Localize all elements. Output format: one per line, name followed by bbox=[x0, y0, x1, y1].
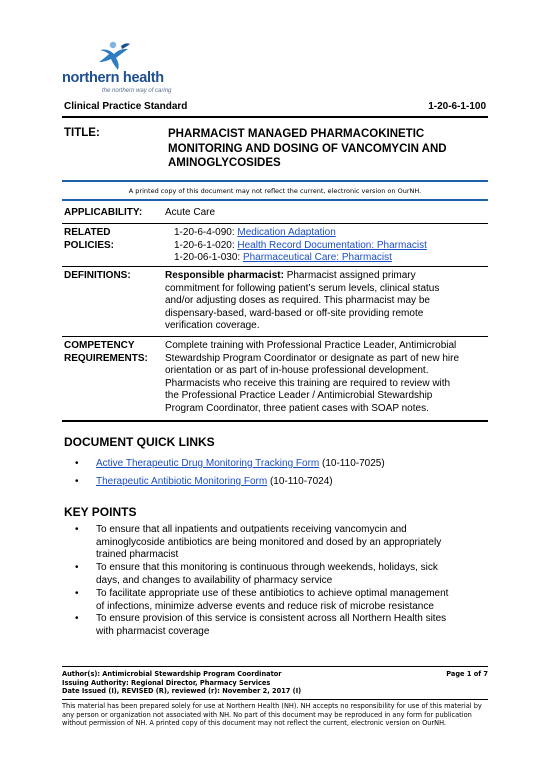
bullet-icon: • bbox=[75, 458, 79, 469]
row-divider bbox=[62, 223, 488, 224]
key-points-heading: KEY POINTS bbox=[64, 505, 137, 519]
standard-header bbox=[62, 101, 488, 115]
logo-tagline: the northern way of caring bbox=[102, 88, 172, 94]
standard-type: Clinical Practice Standard bbox=[64, 101, 188, 112]
printed-copy-note: A printed copy of this document may not reflect the current, electronic version on OurNH. bbox=[128, 187, 422, 195]
footer-issuing-authority: Issuing Authority: Regional Director, Pharmacy Services bbox=[62, 678, 271, 687]
logo-mark-icon bbox=[94, 40, 136, 72]
link-health-record-documentation[interactable]: Health Record Documentation: Pharmacist bbox=[237, 239, 427, 251]
title-label: TITLE: bbox=[64, 127, 100, 139]
quick-links-heading: DOCUMENT QUICK LINKS bbox=[64, 435, 215, 449]
footer-divider bbox=[62, 699, 488, 700]
footer-page-number: Page 1 of 7 bbox=[446, 670, 488, 678]
footer-authors: Author(s): Antimicrobial Stewardship Program Coordinator bbox=[62, 670, 282, 678]
logo-wordmark: northern health bbox=[62, 70, 164, 86]
bullet-icon: • bbox=[75, 588, 79, 599]
related-policy-item: 1-20-6-4-090: Medication Adaptation bbox=[174, 227, 336, 238]
related-policies-list bbox=[174, 227, 488, 265]
row-divider bbox=[62, 336, 488, 337]
footer-disclaimer: This material has been prepared solely for use at Northern Health (NH). NH accepts no responsibility for use of this material by any person or organization not associated with NH. No part of this document may be reproduced in any form for publication without permission of NH. A printed copy of this document may not reflect the current, electronic version on OurNH. bbox=[62, 702, 482, 728]
definitions-label: DEFINITIONS: bbox=[64, 270, 131, 281]
bullet-icon: • bbox=[75, 476, 79, 487]
link-medication-adaptation[interactable]: Medication Adaptation bbox=[237, 227, 336, 238]
title-divider bbox=[62, 180, 488, 182]
row-divider bbox=[62, 266, 488, 267]
link-tdm-tracking-form[interactable]: Active Therapeutic Drug Monitoring Tracking Form bbox=[96, 458, 320, 469]
definition-term: Responsible pharmacist: bbox=[165, 270, 284, 281]
document-title: PHARMACIST MANAGED PHARMACOKINETIC MONITORING AND DOSING OF VANCOMYCIN AND AMINOGLYCOSIDES bbox=[168, 128, 447, 169]
link-pharmaceutical-care[interactable]: Pharmaceutical Care: Pharmacist bbox=[242, 252, 392, 263]
bullet-icon: • bbox=[75, 562, 79, 573]
link-antibiotic-monitoring-form[interactable]: Therapeutic Antibiotic Monitoring Form bbox=[96, 476, 268, 487]
bullet-icon: • bbox=[75, 524, 79, 535]
note-divider bbox=[62, 199, 488, 201]
related-policy-item: 1-20-6-1-020: Health Record Documentation: Pharmacist bbox=[174, 239, 427, 251]
footer-divider bbox=[62, 666, 488, 667]
northern-health-logo bbox=[62, 40, 182, 100]
footer-meta bbox=[62, 670, 488, 696]
document-number: 1-20-6-1-100 bbox=[428, 101, 486, 112]
competency-text: Complete training with Professional Practice Leader, Antimicrobial Stewardship Program Coordinator or designate as part of new hire orientation or as part of in-house professional development. Pharmacists who receive this training are required to review with the Professional Practice Leader / Antimicrobial Stewardship Program Coordinator, three patient cases with SOAP notes. bbox=[165, 340, 460, 414]
related-policies-label: RELATED POLICIES: bbox=[64, 227, 115, 251]
bullet-icon: • bbox=[75, 613, 79, 624]
applicability-label: APPLICABILITY: bbox=[64, 207, 143, 218]
competency-label: COMPETENCY REQUIREMENTS: bbox=[64, 340, 148, 364]
section-divider bbox=[62, 420, 488, 422]
related-policy-item: 1-20-06-1-030: Pharmaceutical Care: Pharmacist bbox=[174, 252, 392, 263]
applicability-value: Acute Care bbox=[165, 207, 216, 218]
definitions-text: Responsible pharmacist: Pharmacist assigned primary commitment for following patient’s serum levels, clinical status and/or adjusting doses as required. This pharmacist may be dispensary-based, ward-based or off-site providing remote verification coverage. bbox=[165, 270, 440, 331]
footer-date-issued: Date Issued (I), REVISED (R), reviewed (r): November 2, 2017 (I) bbox=[62, 687, 302, 696]
header-divider bbox=[62, 116, 488, 118]
document-page: northern health the northern way of caring Clinical Practice Standard 1-20-6-1-100 TITLE: PHARMACIST MANAGED PHARMACOKINETIC MONITORING AND DOSING OF VANCOMYCIN AND AMINOGLYCOSIDES A printed copy of this document may not reflect the current, electronic version on OurNH. APPLICABILITY: Acute Care RELATED POLICIES: 1-20-6-4-090: Medication Adaptation 1-20-6-1-020: Health Record Documentation: Pharmacist 1-20-06-1-030: Pharmaceutical Care: Pharmacist DEFINITIONS: Responsible pharmacist: Pharmacist assigned primary commitment for following patient’s serum levels, clinical status and/or adjusting doses as required. This pharmacist may be dispensary-based, ward-based or off-site providing remote verification coverage. COMPETENCY REQUIREMENTS: Complete training with Professional Practice Leader, Antimicrobial Stewardship Program Coordinator or designate as part of new hire orientation or as part of in-house professional development. Pharmacists who receive this training are required to review with the Professional Practice Leader / Antimicrobial Stewardship Program Coordinator, three patient cases with SOAP notes. DOCUMENT QUICK LINKS • Active Therapeutic Drug Monitoring Tracking Form (10-110-7025) • Therapeutic Antibiotic Monitoring Form (10-110-7024) KEY POINTS • To ensure that all inpatients and outpatients receiving vancomycin and aminoglycoside antibiotics are being monitored and dosed by an appropriately trained pharmacist • To ensure that this monitoring is continuous through weekends, holidays, sick days, and changes to availability of pharmacy service • To facilitate appropriate use of these antibiotics to achieve optimal management of infections, minimize adverse events and reduce risk of microbe resistance • To ensure provision of this service is consistent across all Northern Health sites with pharmacist coverage Author(s): Antimicrobial Stewardship Program Coordinator Page 1 of 7 Issuing Authority: Regional Director, Pharmacy Services Date Issued (I), REVISED (R), reviewed (r): November 2, 2017 (I) This material has been prepared solely for use at Northern Health (NH). NH accepts no responsibility for use of this material by any person or organization not associated with NH. No part of this document may be reproduced in any form for publication without permission of NH. A printed copy of this document may not reflect the current, electronic version on OurNH. bbox=[0, 0, 550, 777]
